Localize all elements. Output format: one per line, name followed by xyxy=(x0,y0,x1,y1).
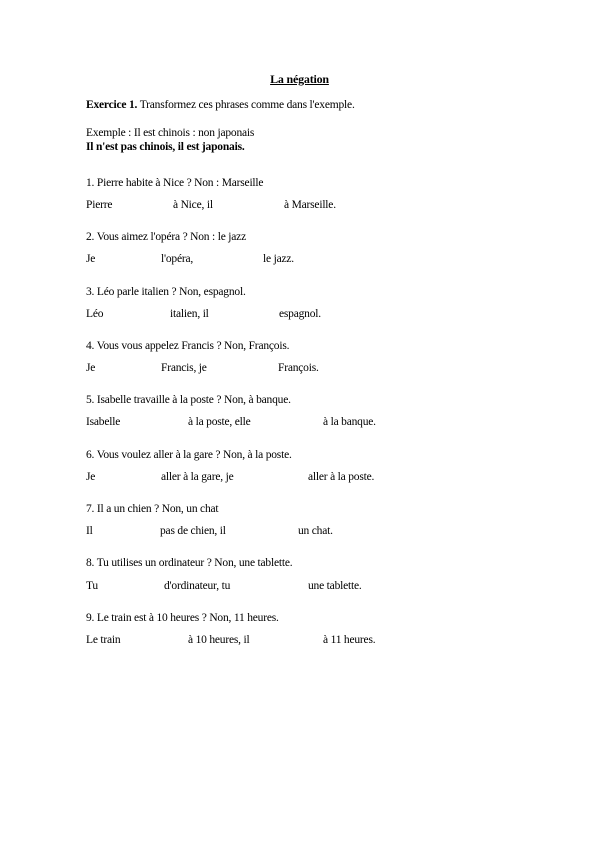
answer-6-part-3: aller à la poste. xyxy=(308,471,375,483)
answer-9-part-3: à 11 heures. xyxy=(323,634,376,646)
answer-7-part-1: Il xyxy=(86,525,93,537)
answer-7-part-2: pas de chien, il xyxy=(160,525,226,537)
answer-4-part-2: Francis, je xyxy=(161,362,207,374)
exercise-instruction xyxy=(86,99,355,111)
answer-4-part-3: François. xyxy=(278,362,319,374)
answer-3-part-1: Léo xyxy=(86,308,104,320)
answer-7-part-3: un chat. xyxy=(298,525,333,537)
answer-8-part-1: Tu xyxy=(86,580,98,592)
answer-6-part-2: aller à la gare, je xyxy=(161,471,234,483)
answer-8-part-3: une tablette. xyxy=(308,580,362,592)
question-5: 5. Isabelle travaille à la poste ? Non, à banque. xyxy=(86,394,291,406)
page-title: La négation xyxy=(270,72,329,86)
question-2: 2. Vous aimez l'opéra ? Non : le jazz xyxy=(86,231,246,243)
example-prompt: Exemple : Il est chinois : non japonais xyxy=(86,127,255,139)
question-7: 7. Il a un chien ? Non, un chat xyxy=(86,503,219,515)
exercise-label: Exercice 1. xyxy=(86,99,138,111)
question-4: 4. Vous vous appelez Francis ? Non, François. xyxy=(86,340,290,352)
answer-9-part-2: à 10 heures, il xyxy=(188,634,250,646)
answer-6-part-1: Je xyxy=(86,471,96,483)
answer-2-part-1: Je xyxy=(86,253,96,265)
exercise-text: Transformez ces phrases comme dans l'exemple. xyxy=(137,99,355,111)
answer-2-part-3: le jazz. xyxy=(263,253,294,265)
answer-1-part-1: Pierre xyxy=(86,199,113,211)
question-6: 6. Vous voulez aller à la gare ? Non, à la poste. xyxy=(86,449,292,461)
answer-5-part-1: Isabelle xyxy=(86,416,121,428)
answer-8-part-2: d'ordinateur, tu xyxy=(164,580,231,592)
question-1: 1. Pierre habite à Nice ? Non : Marseille xyxy=(86,177,264,189)
answer-1-part-2: à Nice, il xyxy=(173,199,213,211)
question-9: 9. Le train est à 10 heures ? Non, 11 heures. xyxy=(86,612,279,624)
question-3: 3. Léo parle italien ? Non, espagnol. xyxy=(86,286,246,298)
answer-3-part-3: espagnol. xyxy=(279,308,321,320)
answer-4-part-1: Je xyxy=(86,362,96,374)
answer-5-part-2: à la poste, elle xyxy=(188,416,251,428)
answer-5-part-3: à la banque. xyxy=(323,416,376,428)
answer-9-part-1: Le train xyxy=(86,634,121,646)
answer-3-part-2: italien, il xyxy=(170,308,209,320)
answer-2-part-2: l'opéra, xyxy=(161,253,194,265)
question-8: 8. Tu utilises un ordinateur ? Non, une tablette. xyxy=(86,557,293,569)
answer-1-part-3: à Marseille. xyxy=(284,199,336,211)
example-answer: Il n'est pas chinois, il est japonais. xyxy=(86,141,245,153)
